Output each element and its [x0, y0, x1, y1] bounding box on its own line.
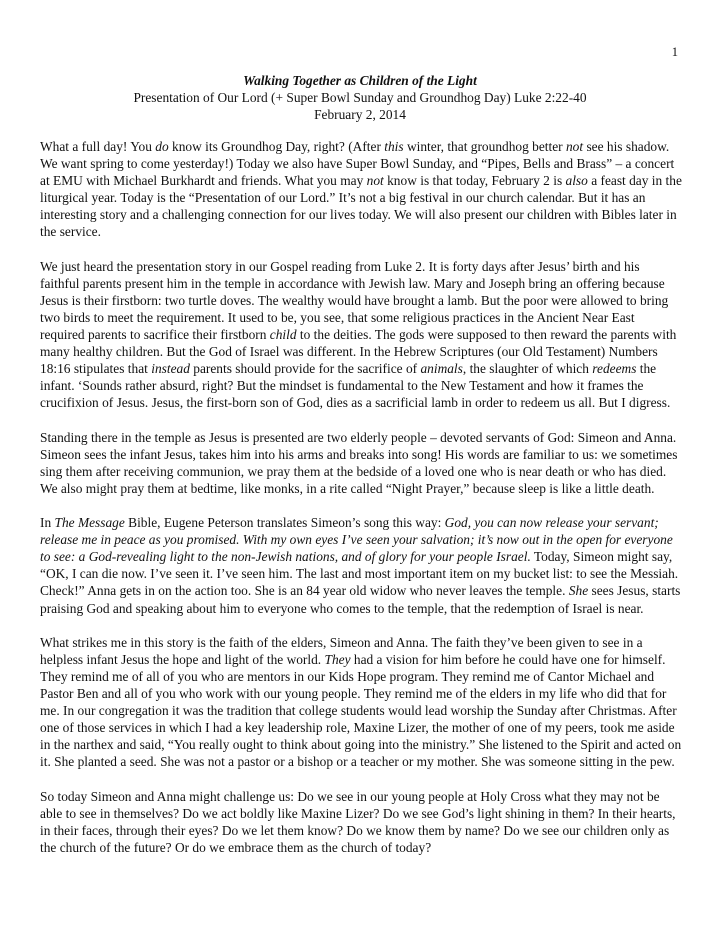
paragraph-presentation-story: [40, 258, 682, 412]
text-run: What strikes me in this story is the faith of the elders, Simeon and Anna. The faith they’ve been given to see in a helpless infant Jesus the hope and light of the world.: [40, 634, 643, 667]
text-run: parents should provide for the sacrifice of: [189, 361, 421, 377]
text-run: Bible, Eugene Peterson translates Simeon’s song this way:: [124, 515, 445, 531]
italic-text: They: [324, 651, 351, 667]
paragraph-faith-of-elders: [40, 634, 682, 771]
sermon-date: February 2, 2014: [314, 107, 406, 122]
italic-text: redeems: [592, 361, 637, 377]
text-run: Today, Simeon might say, “OK, I can die now. I’ve seen it. I’ve seen him. The last and most important item on my bucket list: to see the Messiah. Check!” Anna gets in on the action too. She is an 84 year old widow who never leaves the temple.: [40, 549, 679, 599]
italic-text: this: [384, 139, 404, 154]
paragraph-simeon-anna: [40, 429, 682, 497]
italic-text: The Message: [54, 515, 125, 531]
paragraph-simeon-song: [40, 514, 682, 617]
italic-text: also: [565, 173, 588, 189]
text-run: In: [40, 515, 55, 531]
text-run: Standing there in the temple as Jesus is presented are two elderly people – devoted servants of God: Simeon and Anna. Simeon sees the infant Jesus, takes him into his arms and breaks into song! His words are familiar to us: we sometimes sing them after receiving communion, we pray them at the bedside of a loved one who is near death or who has died. We also might pray them at bedtime, like monks, in a rite called “Night Prayer,” because sleep is like a little death.: [40, 429, 678, 496]
text-run: see his shadow. We want spring to come yesterday!) Today we also have Super Bowl Sunday, and “Pipes, Bells and Brass” – a concert at EMU with Michael Burkhardt and friends. What you may: [40, 139, 675, 189]
italic-text: She: [568, 583, 589, 599]
text-run: We just heard the presentation story in our Gospel reading from Luke 2. It is forty days after Jesus’ birth and his faithful parents present him in the temple in accordance with Jewish law. Mary and Joseph bring an offering because Jesus is their firstborn: two turtle doves. The wealthy would have brought a lamb. But the poor were allowed to bring two birds to meet the requirement. It used to be, you see, that some religious practices in the Ancient Near East required parents to sacrifice their firstborn: [40, 258, 669, 343]
document-header: [0, 72, 720, 123]
text-run: sees Jesus, starts praising God and speaking about him to everyone who comes to the temple, that the redemption of Israel is near.: [40, 583, 681, 616]
paragraph-challenge: [40, 788, 682, 856]
text-run: What a full day! You: [40, 139, 156, 154]
sermon-subtitle: Presentation of Our Lord (+ Super Bowl Sunday and Groundhog Day) Luke 2:22-40: [133, 90, 587, 105]
sermon-title: Walking Together as Children of the Light: [243, 73, 477, 88]
italic-text: not: [565, 139, 584, 154]
text-run: winter, that groundhog better: [403, 139, 566, 154]
italic-text: not: [366, 173, 384, 189]
italic-text: instead: [151, 361, 190, 377]
text-run: the infant. ‘Sounds rather absurd, right? But the mindset is fundamental to the New Testament and how it frames the crucifixion of Jesus. Jesus, the first-born son of God, dies as a sacrificial lamb in order to redeem us all. But I digress.: [40, 361, 671, 411]
text-run: a feast day in the liturgical year. Today is the “Presentation of our Lord.” It’s not a big festival in our church calendar. But it has an interesting story and a challenging connection for our lives today. We will also present our children with Bibles later in the service.: [40, 173, 682, 240]
italic-text: child: [269, 327, 297, 343]
text-run: So today Simeon and Anna might challenge us: Do we see in our young people at Holy Cross what they may not be able to see in themselves? Do we act boldly like Maxine Lizer? Do we see God’s light shining in them? In their hearts, in their faces, through their eyes? Do we let them know? Do we know them by name? Do we see our children only as the church of the future? Or do we embrace them as the church of today?: [40, 788, 676, 855]
text-run: , the slaughter of which: [462, 361, 593, 377]
paragraph-intro: [40, 138, 682, 241]
page-number: 1: [671, 45, 678, 59]
italic-text: do: [155, 139, 169, 154]
text-run: know is that today, February 2 is: [383, 173, 566, 189]
sermon-body: [40, 138, 682, 856]
italic-text: animals: [420, 361, 463, 377]
text-run: to the deities. The gods were supposed to then reward the parents with many healthy children. But the God of Israel was different. In the Hebrew Scriptures (our Old Testament) Numbers 18:16 stipulates that: [40, 327, 677, 377]
italic-text: God, you can now release your servant; release me in peace as you promised. With my own eyes I’ve seen your salvation; it’s now out in the open for everyone to see: a God-revealing light to the non-Jewish nations, and of glory for your people Israel.: [40, 515, 673, 565]
text-run: had a vision for him before he could have one for himself. They remind me of all of you who are mentors in our Kids Hope program. They remind me of Cantor Michael and Pastor Ben and all of you who work with our young people. They remind me of the elders in my life who did that for me. In our congregation it was the tradition that college students would lead worship the Sunday after Christmas. After one of those services in which I had a key leadership role, Maxine Lizer, the mother of one of my peers, took me aside in the narthex and said, “You really ought to think about going into the ministry.” She listened to the Spirit and acted on it. She planted a seed. She was not a pastor or a bishop or a teacher or my mother. She was someone sitting in the pew.: [40, 651, 682, 770]
text-run: know its Groundhog Day, right? (After: [168, 139, 385, 154]
